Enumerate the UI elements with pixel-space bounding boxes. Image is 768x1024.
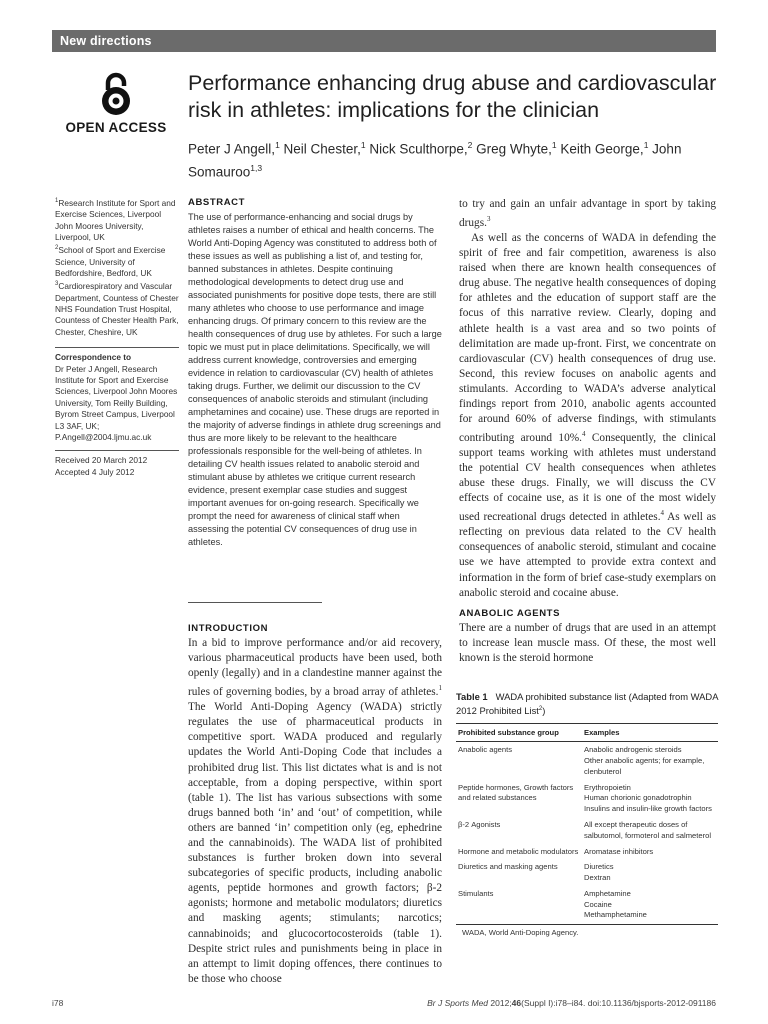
table-row xyxy=(456,817,718,844)
author-affil-sup: 1 xyxy=(275,140,280,150)
body-paragraph: to try and gain an unfair advantage in sport by taking drugs.$^3$ xyxy=(459,198,716,229)
substance-group-cell: Peptide hormones, Growth factors and related substances xyxy=(458,782,574,803)
anabolic-agents-section xyxy=(459,608,716,666)
examples-cell: All except therapeutic doses of salbutomol, formoterol and salmeterol xyxy=(584,819,712,840)
examples-cell: Amphetamine Cocaine Methamphetamine xyxy=(582,886,718,925)
table-caption: Table 1 WADA prohibited substance list (Adapted from WADA 2012 Prohibited List$^2$) xyxy=(456,691,718,717)
author-name: Nick Sculthorpe, xyxy=(365,141,468,157)
examples-cell: Diuretics Dextran xyxy=(584,862,614,883)
correspondence-heading: Correspondence to xyxy=(55,352,132,363)
table-1 xyxy=(456,690,718,937)
author-affil-sup: 1 xyxy=(551,140,557,150)
author-name: Greg Whyte, xyxy=(472,141,552,157)
author-name: Peter J Angell, xyxy=(188,141,276,157)
article-title: Performance enhancing drug abuse and cardiovascular risk in athletes: implications for the clinician xyxy=(188,71,717,122)
examples-cell: Aromatase inhibitors xyxy=(584,846,654,856)
body-paragraph: As well as the concerns of WADA in defending the spirit of free and fair competition, awareness is also raised when there are known health consequences of drug abuse. The negative health consequences of doping for athletes and the education of support staff are the focus of this narrative review. Clearly, doping and athlete health is a vast area and so two points of delimitation are made up-front. First, we concentrate on cardiovascular (CV) health consequences of drug use. Second, this review focuses on anabolic agents and stimulants. According to WADA’s adverse analytical findings report from 2010, anabolic agents accounted for around 60% of adverse findings, with stimulants contributing around 10%.$^4$ Consequently, the clinical support teams working with athletes must understand the potential CV health consequences when athletes abuse these drugs. Finally, we will discuss the CV effects of cocaine use, as it is one of the most widely used recreational drugs detected in athletes.$^4$ As well as reflecting on previous data related to the CV health consequences of anabolic steroid, stimulant and cocaine use we have attempted to provide extra context and information in the form of brief case-study exemplars on anabolic steroid and cocaine abuse. xyxy=(459,231,716,599)
substance-group-cell: Stimulants xyxy=(456,886,582,925)
page-number: i78 xyxy=(52,998,64,1008)
introduction-heading: INTRODUCTION xyxy=(188,623,269,634)
open-access-icon xyxy=(99,72,133,116)
right-column-text xyxy=(459,197,716,601)
substance-group-cell: Diuretics and masking agents xyxy=(458,862,558,872)
correspondence-body: Dr Peter J Angell, Research Institute for Sport and Exercise Sciences, Liverpool John Moores University, Tom Reilly Building, Byrom Street Campus, Liverpool L3 3AF, UK; P.Angell@2004.ljmu.ac.uk xyxy=(55,363,178,443)
table-row xyxy=(456,859,718,886)
table-row xyxy=(456,742,718,780)
affiliation: $^2$School of Sport and Exercise Science, University of Bedfordshire, Bedford, UK xyxy=(55,245,166,278)
author-name: Neil Chester, xyxy=(279,141,361,157)
author-affil-sup: 1 xyxy=(643,140,649,150)
substance-group-cell: Hormone and metabolic modulators xyxy=(458,846,579,856)
anabolic-agents-heading: ANABOLIC AGENTS xyxy=(459,608,561,619)
substance-group-cell: β-2 Agonists xyxy=(458,819,501,829)
examples-cell: Anabolic androgenic steroids Other anabolic agents; for example, clenbuterol xyxy=(584,745,705,776)
open-access-label: OPEN ACCESS xyxy=(65,120,167,135)
divider xyxy=(188,602,322,603)
author-affil-sup: 2 xyxy=(467,140,473,150)
author-list xyxy=(188,136,718,181)
author-name: Keith George, xyxy=(556,141,644,157)
open-access-badge xyxy=(60,72,172,135)
divider xyxy=(55,450,179,451)
examples-cell: Erythropoietin Human chorionic gonadotrophin Insulins and insulin-like growth factors xyxy=(584,782,712,814)
sidebar-notes xyxy=(55,196,181,478)
column-header: Examples xyxy=(582,724,718,742)
accepted-date: Accepted 4 July 2012 xyxy=(55,466,135,477)
section-banner xyxy=(52,30,716,52)
introduction-paragraph: In a bid to improve performance and/or aid recovery, various pharmaceutical products have been used, both openly (legally) and in a clandestine manner against the rules of governing bodies, by a broad array of athletes.$^1$ The World Anti-Doping Agency (WADA) strictly regulates the use of pharmaceutical products in competitive sport. WADA produced and regularly updates the World Anti-Doping Code that includes a prohibited drug list. This list dictates what is and is not acceptable, from a doping perspective, within sport (table 1). The list has various subsections with some drugs banned both ‘in’ and ‘out’ of competition, while others are banned ‘in’ competition only (eg, ephedrine and the cannabinoids). The WADA list of prohibited substances is further broken down into several subcategories of specific products, including anabolic agents, peptide hormones and growth factors; β-2 agonists; hormone and metabolic modulators; diuretics and masking agents; stimulants; narcotics; cannabinoids; and glucocortocosteroids (table 1). Despite strict rules and punishments being in place in an attempt to limit doping offences, there continues to be those who choose xyxy=(188,637,442,985)
table-row xyxy=(456,844,718,860)
introduction-section xyxy=(188,623,442,987)
divider xyxy=(55,347,179,348)
abstract-heading: ABSTRACT xyxy=(188,197,246,208)
body-paragraph: There are a number of drugs that are used in an attempt to increase lean muscle mass. Of these, the most well known is the steroid hormone xyxy=(459,622,716,665)
column-header: Prohibited substance group xyxy=(456,724,582,742)
table-footnote: WADA, World Anti-Doping Agency. xyxy=(462,928,579,938)
abstract-section xyxy=(188,197,442,549)
affiliation: $^3$Cardiorespiratory and Vascular Department, Countess of Chester NHS Foundation Trust Hospital, Countess of Chester Health Park, Chester, Cheshire, UK xyxy=(55,281,179,337)
prohibited-substance-table xyxy=(456,723,718,925)
abstract-text: The use of performance-enhancing and social drugs by athletes raises a number of ethical and health concerns. The World Anti-Doping Agency was constituted to address both of these issues as well as publishing a list of, and testing for, banned substances in athletes. Despite continuing methodological developments to detect drug use and associated punishments for positive dope tests, there are still many athletes who choose to use performance and image enhancing drugs. Of primary concern to this review are the health consequences of drug use by athletes. For such a large topic we must put in place delimitations. Specifically, we will address current knowledge, controversies and emerging evidence in relation to cardiovascular (CV) health of athletes taking drugs. Further, we delimit our discussion to the CV consequences of anabolic steroids and stimulant (including amphetamines and cocaine) use. These drugs are reported in the majority of adverse findings in athlete drug screenings and thus are more likely to be relevant to the healthcare professionals responsible for the well-being of athletes. In detailing CV health issues related to anabolic steroid and stimulant abuse by athletes we critique current research evidence, present exemplar case studies and suggest important avenues for on-going research. Specifically we prompt the need for awareness of clinical staff when assessing the potential CV consequences of drug use in athletes. xyxy=(188,212,442,547)
table-row xyxy=(456,780,718,817)
table-row xyxy=(456,886,718,925)
author-name: John Somauroo xyxy=(188,141,682,179)
affiliation: $^1$Research Institute for Sport and Exercise Sciences, Liverpool John Moores University, Liverpool, UK xyxy=(55,197,176,242)
citation-footer: Br J Sports Med 2012;46(Suppl I):i78–i84. doi:10.1136/bjsports-2012-091186 xyxy=(427,998,716,1008)
received-date: Received 20 March 2012 xyxy=(55,455,148,466)
table-header-row xyxy=(456,724,718,742)
section-label: New directions xyxy=(60,34,152,48)
substance-group-cell: Anabolic agents xyxy=(458,745,513,755)
author-affil-sup: 1 xyxy=(360,140,366,150)
author-affil-sup: 1,3 xyxy=(250,162,263,173)
